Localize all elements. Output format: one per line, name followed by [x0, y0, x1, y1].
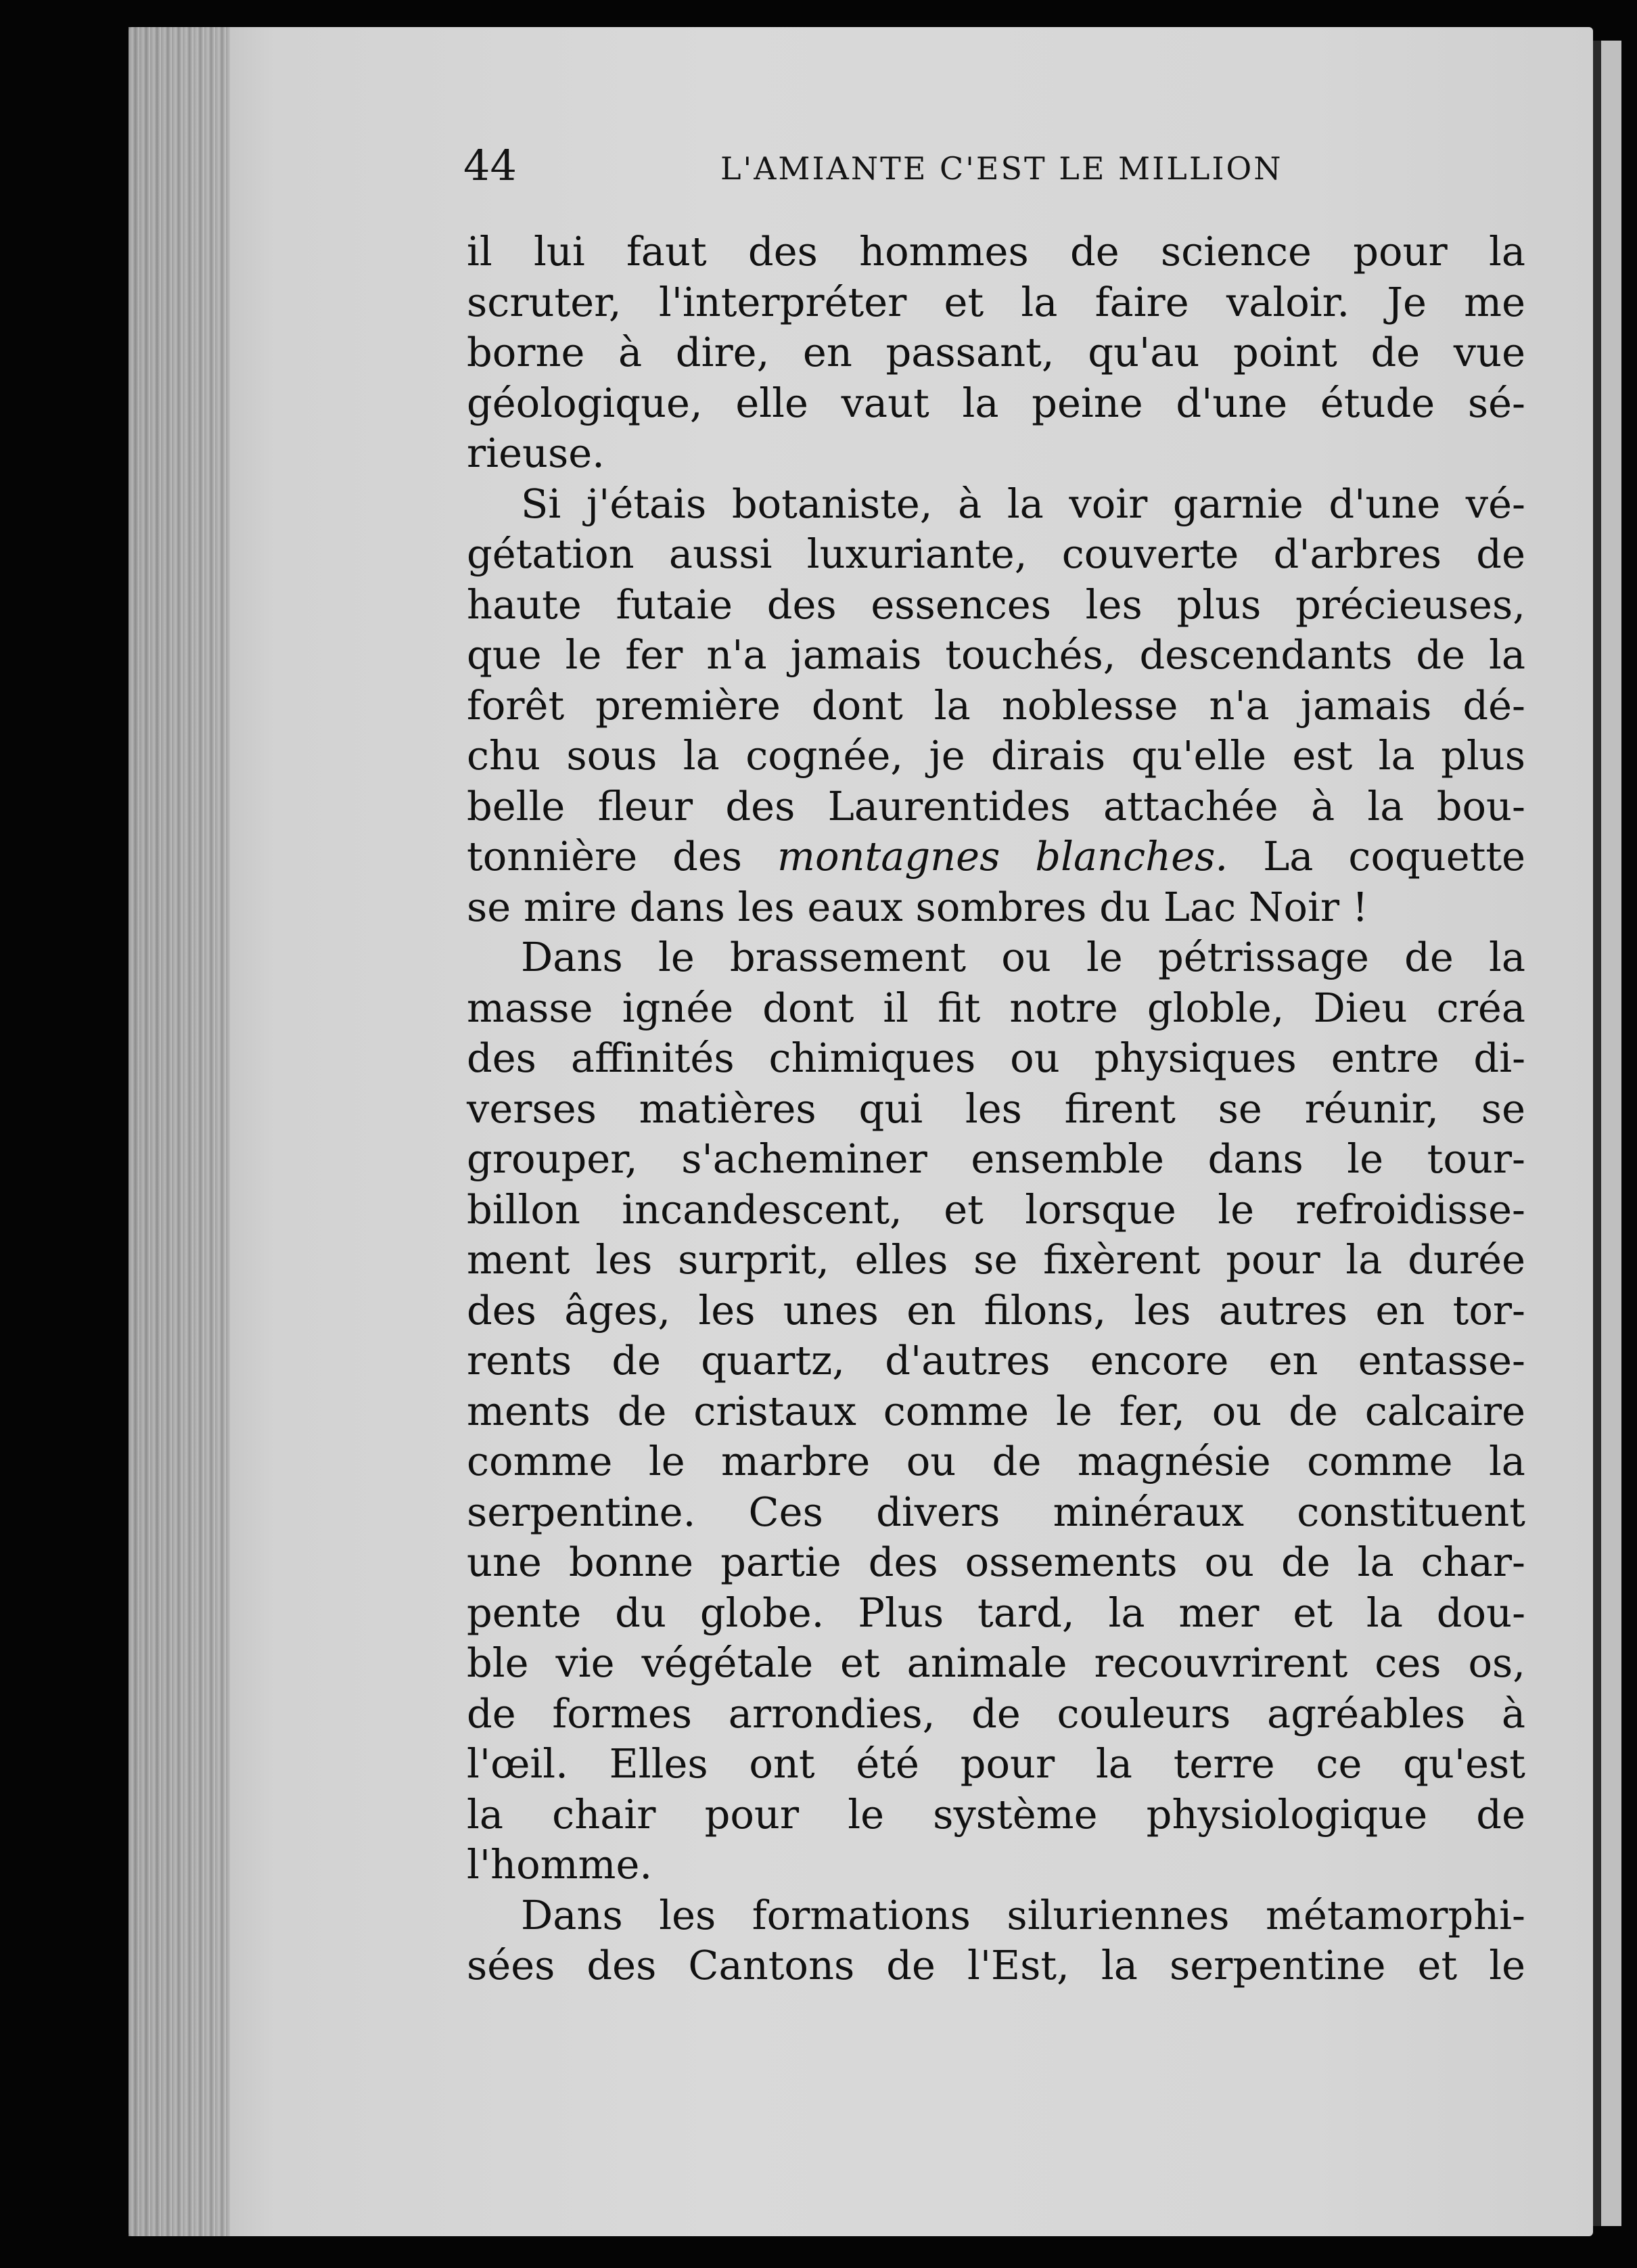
body-text [467, 227, 1525, 1991]
text-line: il lui faut des hommes de science pour la [467, 228, 1525, 275]
text-line: Dans le brassement ou le pétrissage de la [521, 934, 1525, 980]
text-segment: tonnière des [467, 833, 778, 880]
text-line-mixed [467, 832, 1525, 882]
text-segment: La coquette [1228, 833, 1525, 880]
text-line: la chair pour le système physiologique de [467, 1790, 1525, 1838]
text-line: pente du globe. Plus tard, la mer et la dou- [467, 1589, 1525, 1636]
text-line: scruter, l'interpréter et la faire valoir. Je me [467, 278, 1525, 325]
text-line: chu sous la cognée, je dirais qu'elle est la plus [467, 732, 1525, 779]
text-line: masse ignée dont il fit notre globle, Dieu créa [467, 984, 1525, 1031]
page-header [463, 139, 1559, 193]
italic-phrase: montagnes blanches. [777, 833, 1228, 880]
text-line: borne à dire, en passant, qu'au point de vue [467, 329, 1525, 376]
page-number: 44 [463, 141, 517, 190]
text-line: que le fer n'a jamais touchés, descendants de la [467, 631, 1525, 678]
text-line: haute futaie des essences les plus précieuses, [467, 581, 1525, 628]
text-line: grouper, s'acheminer ensemble dans le tour- [467, 1135, 1525, 1182]
text-line: ments de cristaux comme le fer, ou de calcaire [467, 1387, 1525, 1434]
text-line: serpentine. Ces divers minéraux constituent [467, 1488, 1525, 1535]
text-line: de formes arrondies, de couleurs agréables à [467, 1689, 1525, 1737]
text-line: des affinités chimiques ou physiques entre di- [467, 1035, 1525, 1081]
text-line: ment les surprit, elles se fixèrent pour la durée [467, 1236, 1525, 1283]
text-line: Dans les formations siluriennes métamorphi- [521, 1891, 1525, 1938]
running-title: L'AMIANTE C'EST LE MILLION [720, 150, 1283, 187]
text-line: l'homme. [467, 1841, 653, 1888]
adjacent-page-edge [1601, 41, 1621, 2226]
binding-shadow [1593, 41, 1601, 2226]
text-line: Si j'étais botaniste, à la voir garnie d'une vé- [521, 480, 1525, 527]
text-line: gétation aussi luxuriante, couverte d'arbres de [467, 530, 1525, 577]
text-line: se mire dans les eaux sombres du Lac Noir ! [467, 883, 1368, 930]
text-line: géologique, elle vaut la peine d'une étude sé- [467, 379, 1525, 426]
text-line: sées des Cantons de l'Est, la serpentine et le [467, 1942, 1525, 1989]
text-line: rieuse. [467, 430, 605, 476]
text-line: verses matières qui les firent se réunir, se [467, 1085, 1525, 1132]
text-line: forêt première dont la noblesse n'a jamais dé- [467, 681, 1525, 729]
text-line: belle fleur des Laurentides attachée à la bou- [467, 782, 1525, 830]
text-line: rents de quartz, d'autres encore en entasse- [467, 1337, 1525, 1384]
text-line: des âges, les unes en filons, les autres en tor- [467, 1286, 1525, 1334]
text-line: l'œil. Elles ont été pour la terre ce qu'est [467, 1740, 1525, 1787]
text-line: ble vie végétale et animale recouvrirent ces os, [467, 1639, 1525, 1686]
text-line: billon incandescent, et lorsque le refroidisse- [467, 1185, 1525, 1233]
text-line: comme le marbre ou de magnésie comme la [467, 1438, 1525, 1484]
page-stack-edge [129, 27, 230, 2236]
text-line: une bonne partie des ossements ou de la char- [467, 1539, 1525, 1585]
